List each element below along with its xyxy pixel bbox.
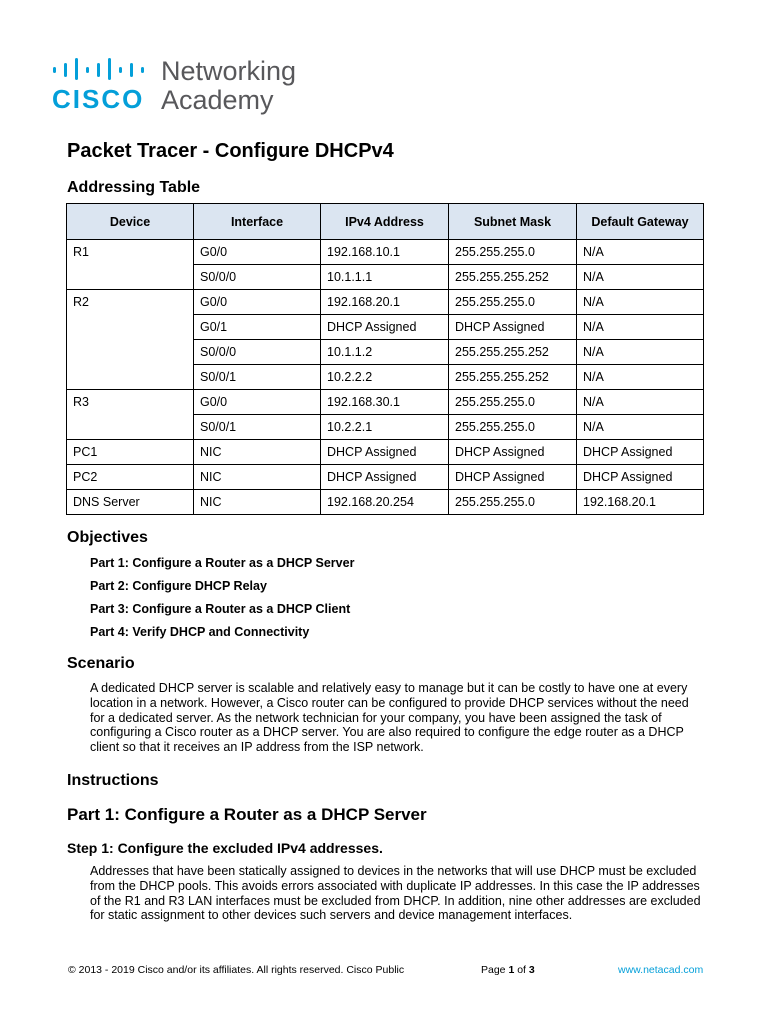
cell-ipv4-address: 10.2.2.1 [321,415,449,440]
part1-heading: Part 1: Configure a Router as a DHCP Server [67,805,427,824]
column-header-default-gateway: Default Gateway [577,204,704,240]
table-row [67,490,704,515]
cell-subnet-mask: 255.255.255.252 [449,365,577,390]
cell-interface: S0/0/1 [194,415,321,440]
scenario-heading: Scenario [67,655,135,672]
objectives-list [90,556,354,648]
cell-interface: S0/0/1 [194,365,321,390]
cell-device: PC1 [67,440,194,465]
instructions-heading: Instructions [67,772,159,789]
cell-device: R3 [67,390,194,440]
objective-item: Part 1: Configure a Router as a DHCP Server [90,556,355,570]
cell-ipv4-address: DHCP Assigned [321,465,449,490]
cell-ipv4-address: 10.2.2.2 [321,365,449,390]
table-row [67,290,704,315]
cell-device: R2 [67,290,194,390]
cisco-bars-icon [52,58,148,80]
objective-item: Part 3: Configure a Router as a DHCP Client [90,602,351,616]
cell-interface: G0/0 [194,390,321,415]
table-row [67,440,704,465]
cell-default-gateway: N/A [577,290,704,315]
cell-ipv4-address: 10.1.1.1 [321,265,449,290]
cell-ipv4-address: DHCP Assigned [321,315,449,340]
cell-interface: NIC [194,490,321,515]
cell-default-gateway: N/A [577,315,704,340]
cell-interface: NIC [194,465,321,490]
addressing-table-heading: Addressing Table [67,179,201,196]
column-header-interface: Interface [194,204,321,240]
footer-page-number [481,963,535,977]
objectives-heading: Objectives [67,529,148,546]
column-header-ipv4-address: IPv4 Address [321,204,449,240]
cell-ipv4-address: 192.168.30.1 [321,390,449,415]
cell-subnet-mask: 255.255.255.0 [449,240,577,265]
step1-paragraph: Addresses that have been statically assigned to devices in the networks that will use DHCP must be excluded from the DHCP pools. This avoids errors associated with duplicate IP addresses. In this case the IP addresses of the R1 and R3 LAN interfaces must be excluded from DHCP. In addition, nine other addresses are excluded for static assignment to other devices such servers and device management interfaces. [90,864,701,923]
cell-interface: G0/1 [194,315,321,340]
footer-copyright: © 2013 - 2019 Cisco and/or its affiliates. All rights reserved. Cisco Public [68,964,405,976]
page-current: 1 [508,964,515,976]
cell-ipv4-address: 10.1.1.2 [321,340,449,365]
cell-default-gateway: 192.168.20.1 [577,490,704,515]
cell-default-gateway: N/A [577,365,704,390]
cell-subnet-mask: 255.255.255.252 [449,265,577,290]
cell-default-gateway: N/A [577,340,704,365]
addressing-table [66,203,704,515]
cell-interface: S0/0/0 [194,265,321,290]
cell-ipv4-address: 192.168.20.1 [321,290,449,315]
cell-interface: NIC [194,440,321,465]
page-label: Page [481,964,506,976]
cell-ipv4-address: 192.168.20.254 [321,490,449,515]
logo-academy-text: Academy [161,85,274,115]
cell-default-gateway: DHCP Assigned [577,440,704,465]
cell-default-gateway: DHCP Assigned [577,465,704,490]
cell-interface: G0/0 [194,290,321,315]
table-row [67,465,704,490]
cell-subnet-mask: 255.255.255.0 [449,290,577,315]
cell-interface: S0/0/0 [194,340,321,365]
cell-device: PC2 [67,465,194,490]
cell-ipv4-address: 192.168.10.1 [321,240,449,265]
cell-default-gateway: N/A [577,415,704,440]
table-row [67,390,704,415]
objective-item: Part 2: Configure DHCP Relay [90,579,267,593]
table-header-row [67,204,704,240]
cell-device: DNS Server [67,490,194,515]
cell-default-gateway: N/A [577,265,704,290]
cell-subnet-mask: DHCP Assigned [449,315,577,340]
objective-item: Part 4: Verify DHCP and Connectivity [90,625,310,639]
column-header-device: Device [67,204,194,240]
cell-subnet-mask: 255.255.255.0 [449,490,577,515]
document-title: Packet Tracer - Configure DHCPv4 [67,140,394,162]
cell-subnet-mask: DHCP Assigned [449,465,577,490]
cell-default-gateway: N/A [577,390,704,415]
column-header-subnet-mask: Subnet Mask [449,204,577,240]
cell-subnet-mask: DHCP Assigned [449,440,577,465]
cisco-wordmark: CISCO [52,84,145,114]
cell-ipv4-address: DHCP Assigned [321,440,449,465]
cell-subnet-mask: 255.255.255.0 [449,390,577,415]
scenario-paragraph: A dedicated DHCP server is scalable and relatively easy to manage but it can be costly to have one at every location in a network. However, a Cisco router can be configured to provide DHCP services without the need for a dedicated server. As the network technician for your company, you have been assigned the task of configuring a Cisco router as a DHCP server. You are also required to configure the edge router as a DHCP client so that it receives an IP address from the ISP network. [90,681,689,755]
table-row [67,240,704,265]
cell-device: R1 [67,240,194,290]
cell-default-gateway: N/A [577,240,704,265]
step1-heading: Step 1: Configure the excluded IPv4 addresses. [67,840,383,856]
netacad-link[interactable]: www.netacad.com [618,964,704,976]
page-of: of [517,964,526,976]
cell-interface: G0/0 [194,240,321,265]
cell-subnet-mask: 255.255.255.0 [449,415,577,440]
cell-subnet-mask: 255.255.255.252 [449,340,577,365]
page-total: 3 [528,964,535,976]
logo-networking-text: Networking [161,56,297,86]
addressing-table-body [67,240,704,515]
